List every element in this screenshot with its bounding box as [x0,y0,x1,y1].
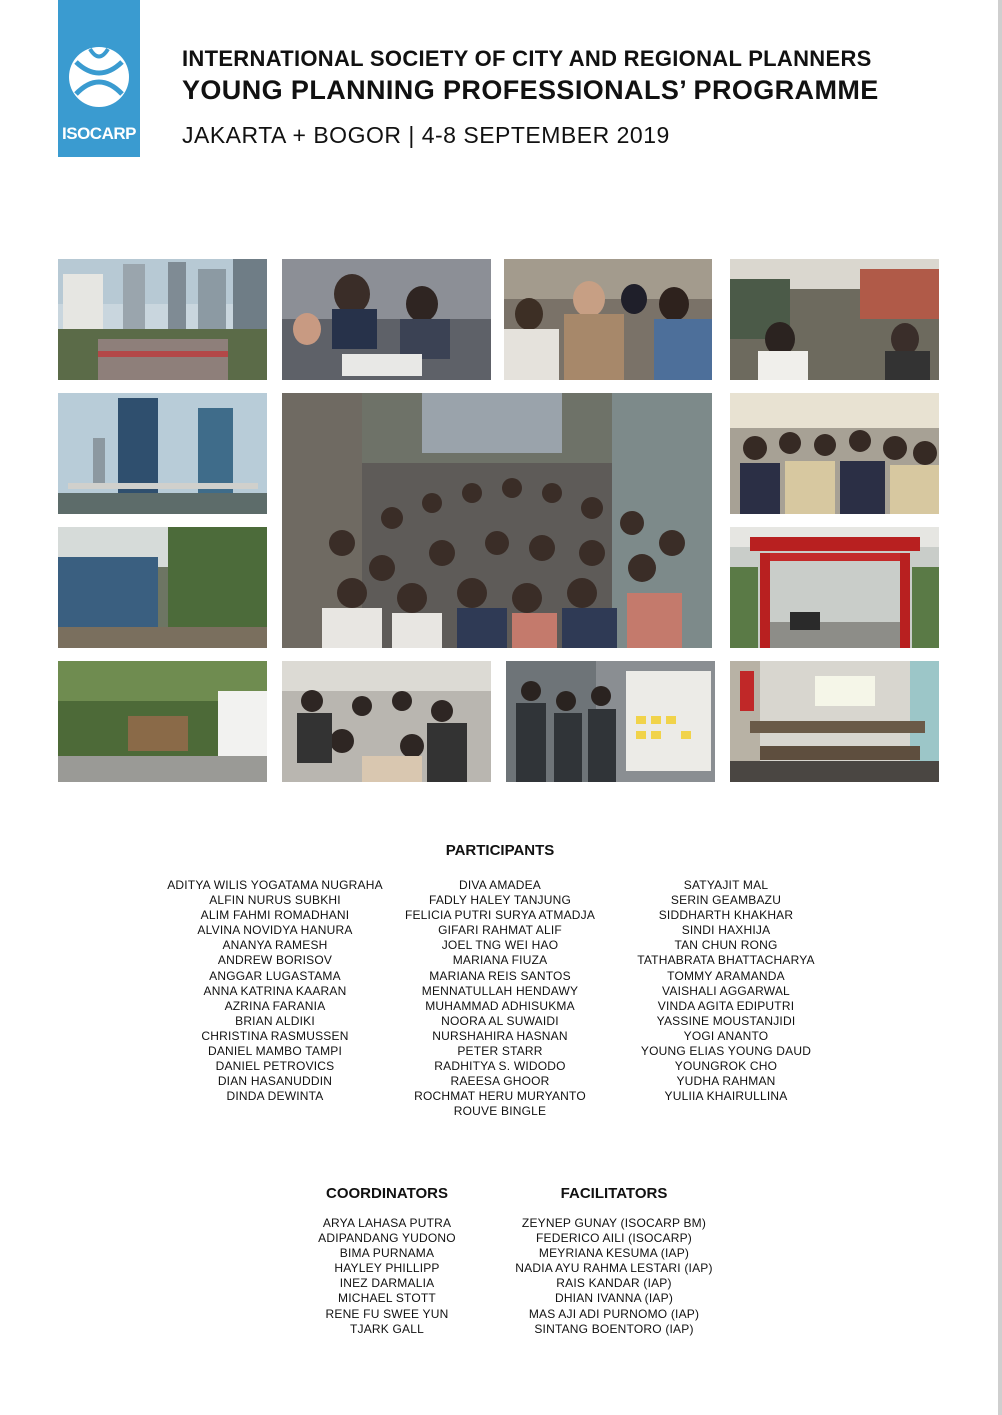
title-line-1: INTERNATIONAL SOCIETY OF CITY AND REGIONAL PLANNERS [182,46,872,71]
facilitators-heading: FACILITATORS [560,1185,668,1202]
participant-name: YUDHA RAHMAN [676,1074,776,1089]
facilitator-name: ZEYNEP GUNAY (ISOCARP BM) [521,1216,707,1230]
title-line-2: YOUNG PLANNING PROFESSIONALS’ PROGRAMME [182,75,879,105]
participant-name: ALVINA NOVIDYA HANURA [197,923,353,938]
participant-name: SIDDHARTH KHAKHAR [658,908,794,923]
participant-name: DANIEL MAMBO TAMPI [207,1044,343,1059]
coordinator-name: ARYA LAHASA PUTRA [322,1216,452,1230]
participant-name: ROCHMAT HERU MURYANTO [414,1089,586,1104]
participant-name: ROUVE BINGLE [453,1104,547,1119]
logo-text: ISOCARP [62,124,136,143]
participant-name: DANIEL PETROVICS [215,1059,335,1074]
participant-name: ANDREW BORISOV [217,953,333,968]
participant-name: RADHITYA S. WIDODO [434,1059,566,1074]
participant-name: YOGI ANANTO [683,1028,769,1043]
participant-name: NOORA AL SUWAIDI [441,1013,559,1028]
photo-group-main [282,393,712,648]
participant-name: FADLY HALEY TANJUNG [428,893,572,908]
participant-name: FELICIA PUTRI SURYA ATMADJA [404,908,596,923]
participant-name: DIVA AMADEA [458,878,541,892]
facilitator-name: MAS AJI ADI PURNOMO (IAP) [528,1306,700,1321]
coordinator-name: ADIPANDANG YUDONO [318,1231,456,1246]
participant-name: ADITYA WILIS YOGATAMA NUGRAHA [167,878,383,892]
participants-heading: PARTICIPANTS [445,842,555,859]
globe-icon [66,44,132,114]
photo-workshop-floor [282,259,491,380]
facilitator-name: RAIS KANDAR (IAP) [556,1276,672,1291]
facilitator-name: MEYRIANA KESUMA (IAP) [538,1246,690,1261]
photo-skyscrapers [58,393,267,514]
participant-name: TAN CHUN RONG [674,938,778,953]
participant-name: YOUNG ELIAS YOUNG DAUD [640,1044,812,1059]
participant-name: PETER STARR [457,1044,543,1059]
coordinator-name: MICHAEL STOTT [338,1291,436,1306]
participants-column-2 [375,878,625,1120]
page-edge [998,0,1002,1415]
participant-name: MUHAMMAD ADHISUKMA [425,998,575,1013]
event-subtitle: JAKARTA + BOGOR | 4-8 SEPTEMBER 2019 [182,122,670,148]
participant-name: BRIAN ALDIKI [235,1013,315,1028]
participant-name: ALFIN NURUS SUBKHI [209,893,341,908]
participant-name: MARIANA REIS SANTOS [429,968,571,983]
participant-name: SATYAJIT MAL [683,878,769,892]
facilitators-list [474,1216,754,1337]
participant-name: NURSHAHIRA HASNAN [432,1028,568,1043]
participant-name: CHRISTINA RASMUSSEN [201,1028,349,1043]
coordinator-name: RENE FU SWEE YUN [325,1306,449,1321]
participant-name: JOEL TNG WEI HAO [441,938,559,953]
participants-column-3 [601,878,851,1104]
photo-group-train [730,393,939,514]
participant-name: ALIM FAHMI ROMADHANI [200,908,350,923]
facilitator-name: FEDERICO AILI (ISOCARP) [536,1231,692,1246]
participant-name: MENNATULLAH HENDAWY [421,983,579,998]
photo-post-it-board [506,661,715,782]
participant-name: DIAN HASANUDDIN [217,1074,333,1089]
photo-green-street [58,661,267,782]
participants-column-1 [150,878,400,1104]
participant-name: RAEESA GHOOR [450,1074,550,1089]
participant-name: YULIIA KHAIRULLINA [664,1089,788,1104]
participant-name: YASSINE MOUSTANJIDI [656,1013,796,1028]
facilitator-name: NADIA AYU RAHMA LESTARI (IAP) [515,1261,713,1276]
photo-city-street [58,259,267,380]
facilitator-name: SINTANG BOENTORO (IAP) [534,1321,694,1336]
photo-market-street [730,259,939,380]
participant-name: ANANYA RAMESH [222,938,328,953]
photo-meeting-room [730,661,939,782]
participant-name: ANGGAR LUGASTAMA [209,968,341,983]
photo-chinatown-gate [730,527,939,648]
participant-name: TATHABRATA BHATTACHARYA [637,953,815,968]
facilitator-name: DHIAN IVANNA (IAP) [554,1291,674,1306]
coordinator-name: BIMA PURNAMA [339,1246,435,1261]
photo-group-discussion [504,259,712,380]
coordinator-name: TJARK GALL [349,1321,425,1336]
participant-name: VAISHALI AGGARWAL [662,983,790,998]
participant-name: SINDI HAXHIJA [681,923,771,938]
coordinator-name: INEZ DARMALIA [339,1276,435,1291]
photo-classroom [282,661,491,782]
participant-name: MARIANA FIUZA [452,953,548,968]
photo-kampung-alley [58,527,267,648]
participant-name: YOUNGROK CHO [674,1059,778,1074]
participant-name: GIFARI RAHMAT ALIF [438,923,562,938]
coordinator-name: HAYLEY PHILLIPP [334,1261,440,1276]
participant-name: AZRINA FARANIA [224,998,326,1013]
participant-name: DINDA DEWINTA [226,1089,324,1104]
participant-name: VINDA AGITA EDIPUTRI [657,998,795,1013]
participant-name: TOMMY ARAMANDA [667,968,785,983]
coordinators-heading: COORDINATORS [326,1185,448,1202]
participant-name: ANNA KATRINA KAARAN [203,983,347,998]
isocarp-logo [58,0,140,157]
participant-name: SERIN GEAMBAZU [670,893,782,908]
